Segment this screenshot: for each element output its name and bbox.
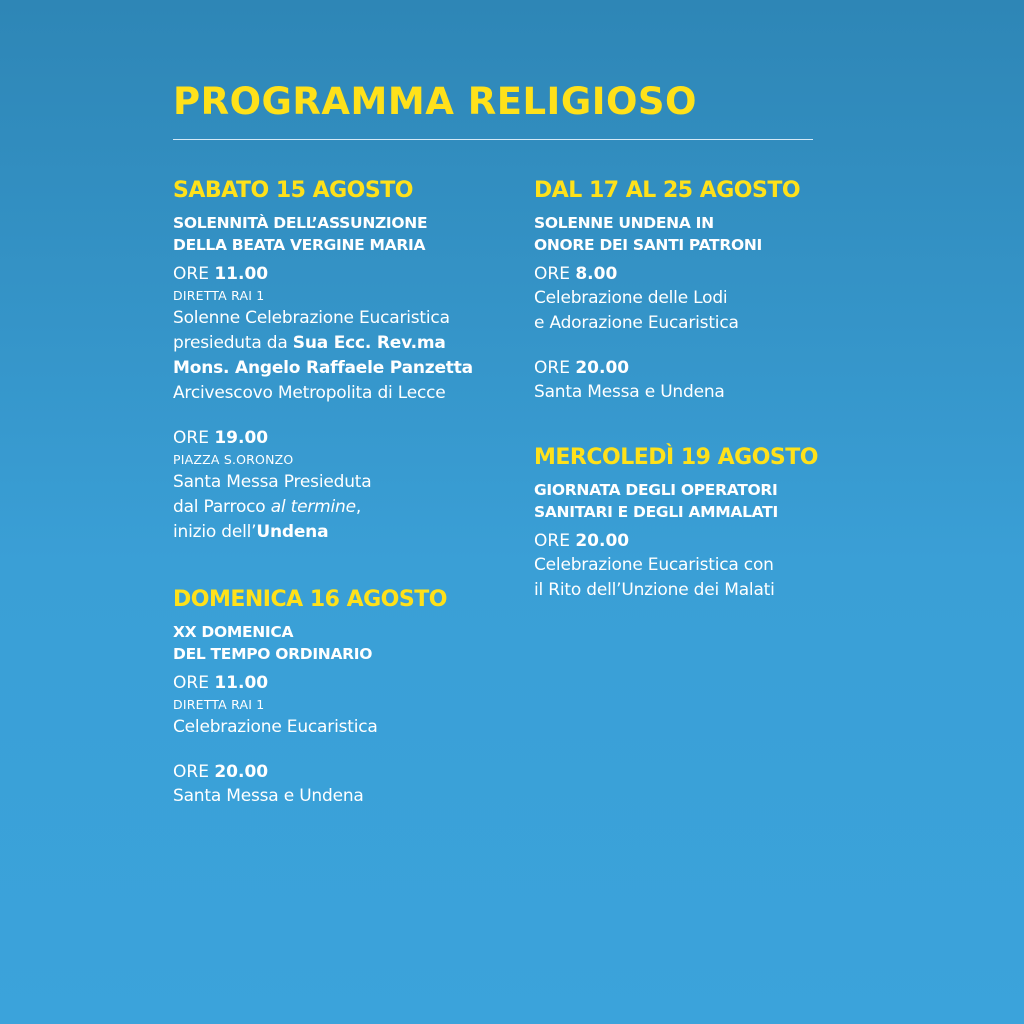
page-title: PROGRAMMA RELIGIOSO xyxy=(173,80,698,123)
event-time: ORE 11.00 xyxy=(173,264,269,284)
left-column xyxy=(173,176,513,809)
feast-title: GIORNATA DEGLI OPERATORI SANITARI E DEGLI AMMALATI xyxy=(534,481,778,521)
event-description: Santa Messa Presieduta dal Parroco al termine, inizio dell’Undena xyxy=(173,472,372,542)
event-description: Santa Messa e Undena xyxy=(534,382,725,402)
feast-title: XX DOMENICA DEL TEMPO ORDINARIO xyxy=(173,623,373,663)
event-note: PIAZZA S.ORONZO xyxy=(173,452,294,467)
day-heading: DAL 17 AL 25 AGOSTO xyxy=(534,178,801,203)
event-description: Santa Messa e Undena xyxy=(173,786,364,806)
event-time: ORE 19.00 xyxy=(173,428,269,448)
day-heading: DOMENICA 16 AGOSTO xyxy=(173,587,447,612)
day-heading: MERCOLEDÌ 19 AGOSTO xyxy=(534,445,818,470)
event-description: Celebrazione Eucaristica xyxy=(173,717,378,737)
event-description: Celebrazione Eucaristica con il Rito dell’Unzione dei Malati xyxy=(534,555,775,600)
title-divider xyxy=(173,139,813,140)
event-note: DIRETTA RAI 1 xyxy=(173,288,265,303)
feast-title: SOLENNITÀ DELL’ASSUNZIONE DELLA BEATA VERGINE MARIA xyxy=(173,214,428,254)
event-time: ORE 20.00 xyxy=(534,531,630,551)
event-time: ORE 20.00 xyxy=(173,762,269,782)
event-time: ORE 11.00 xyxy=(173,673,269,693)
event-description: Solenne Celebrazione Eucaristica presieduta da Sua Ecc. Rev.ma Mons. Angelo Raffaele Panzetta Arcivescovo Metropolita di Lecce xyxy=(173,308,473,403)
event-time: ORE 20.00 xyxy=(534,358,630,378)
day-heading: SABATO 15 AGOSTO xyxy=(173,178,413,203)
event-description: Celebrazione delle Lodi e Adorazione Eucaristica xyxy=(534,288,739,333)
event-time: ORE 8.00 xyxy=(534,264,618,284)
right-column xyxy=(534,176,874,603)
feast-title: SOLENNE UNDENA IN ONORE DEI SANTI PATRONI xyxy=(534,214,762,254)
event-note: DIRETTA RAI 1 xyxy=(173,697,265,712)
